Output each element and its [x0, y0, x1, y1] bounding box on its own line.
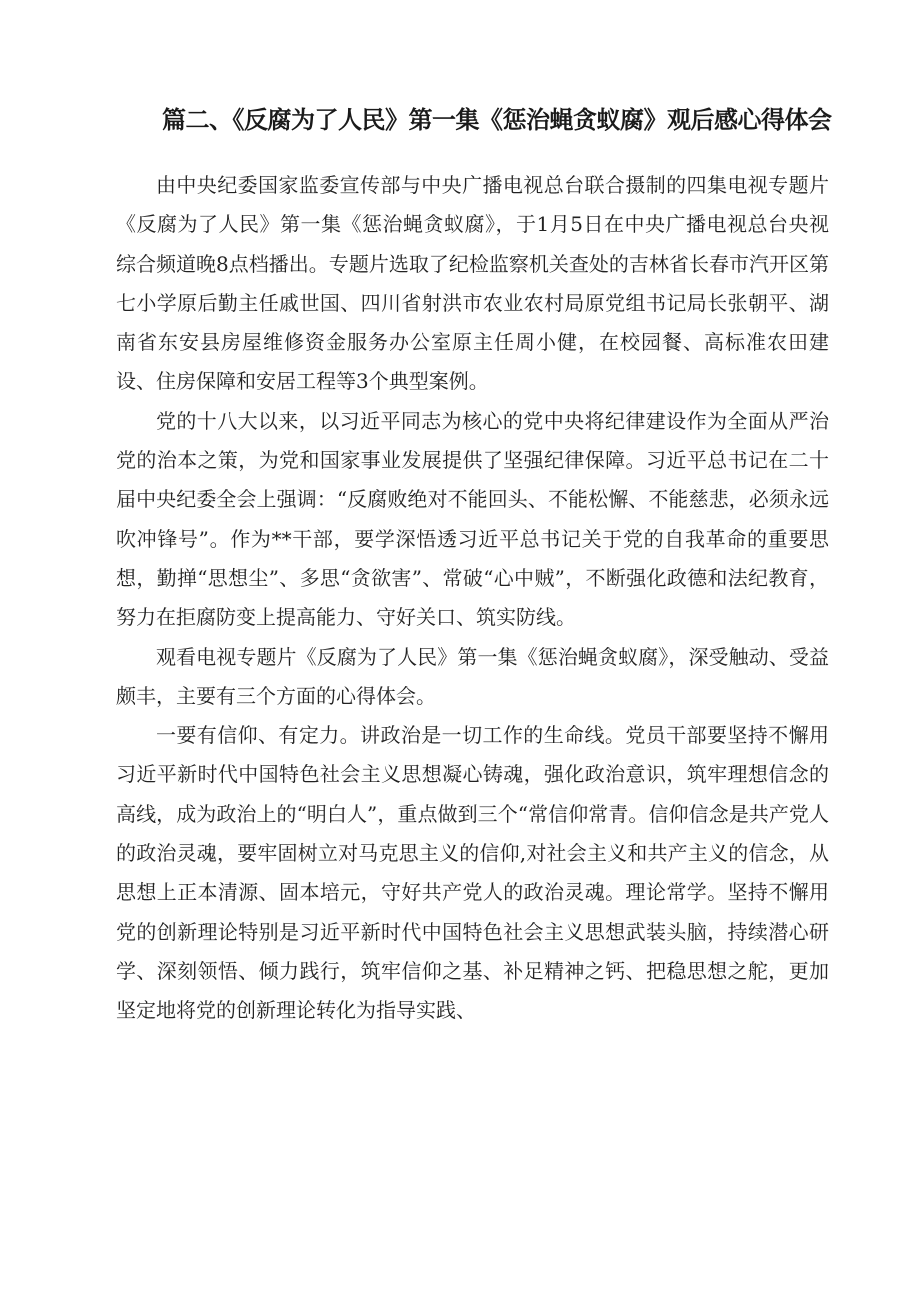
paragraph-point-one: 一要有信仰、有定力。讲政治是一切工作的生命线。党员干部要坚持不懈用习近平新时代中国特色社会主义思想凝心铸魂，强化政治意识，筑牢理想信念的高线，成为政治上的“明白人”，重点做到三个“常信仰常青。信仰信念是共产党人的政治灵魂，要牢固树立对马克思主义的信仰,对社会主义和共产主义的信念，从思想上正本清源、固本培元，守好共产党人的政治灵魂。理论常学。坚持不懈用党的创新理论特别是习近平新时代中国特色社会主义思想武装头脑，持续潜心研学、深刻领悟、倾力践行，筑牢信仰之基、补足精神之钙、把稳思想之舵，更加坚定地将党的创新理论转化为指导实践、	[116, 723, 829, 1023]
paragraph-background: 党的十八大以来，以习近平同志为核心的党中央将纪律建设作为全面从严治党的治本之策，为党和国家事业发展提供了坚强纪律保障。习近平总书记在二十届中央纪委全会上强调：“反腐败绝对不能回头、不能松懈、不能慈悲，必须永远吹冲锋号”。作为**干部，要学深悟透习近平总书记关于党的自我革命的重要思想，勤掸“思想尘”、多思“贪欲害”、常破“心中贼”，不断强化政德和法纪教育，努力在拒腐防变上提高能力、守好关口、筑实防线。	[116, 408, 829, 630]
paragraph-intro: 由中央纪委国家监委宣传部与中央广播电视总台联合摄制的四集电视专题片《反腐为了人民》第一集《惩治蝇贪蚁腐》，于1月5日在中央广播电视总台央视综合频道晚8点档播出。专题片选取了纪检监察机关查处的吉林省长春市汽开区第七小学原后勤主任戚世国、四川省射洪市农业农村局原党组书记局长张朝平、湖南省东安县房屋维修资金服务办公室原主任周小健，在校园餐、高标准农田建设、住房保障和安居工程等3个典型案例。	[116, 173, 829, 394]
paragraph-summary: 观看电视专题片《反腐为了人民》第一集《惩治蝇贪蚁腐》，深受触动、受益颇丰，主要有三个方面的心得体会。	[116, 644, 829, 708]
document-body	[116, 166, 829, 1031]
document-title: 篇二、《反腐为了人民》第一集《惩治蝇贪蚁腐》观后感心得体会	[162, 106, 832, 134]
